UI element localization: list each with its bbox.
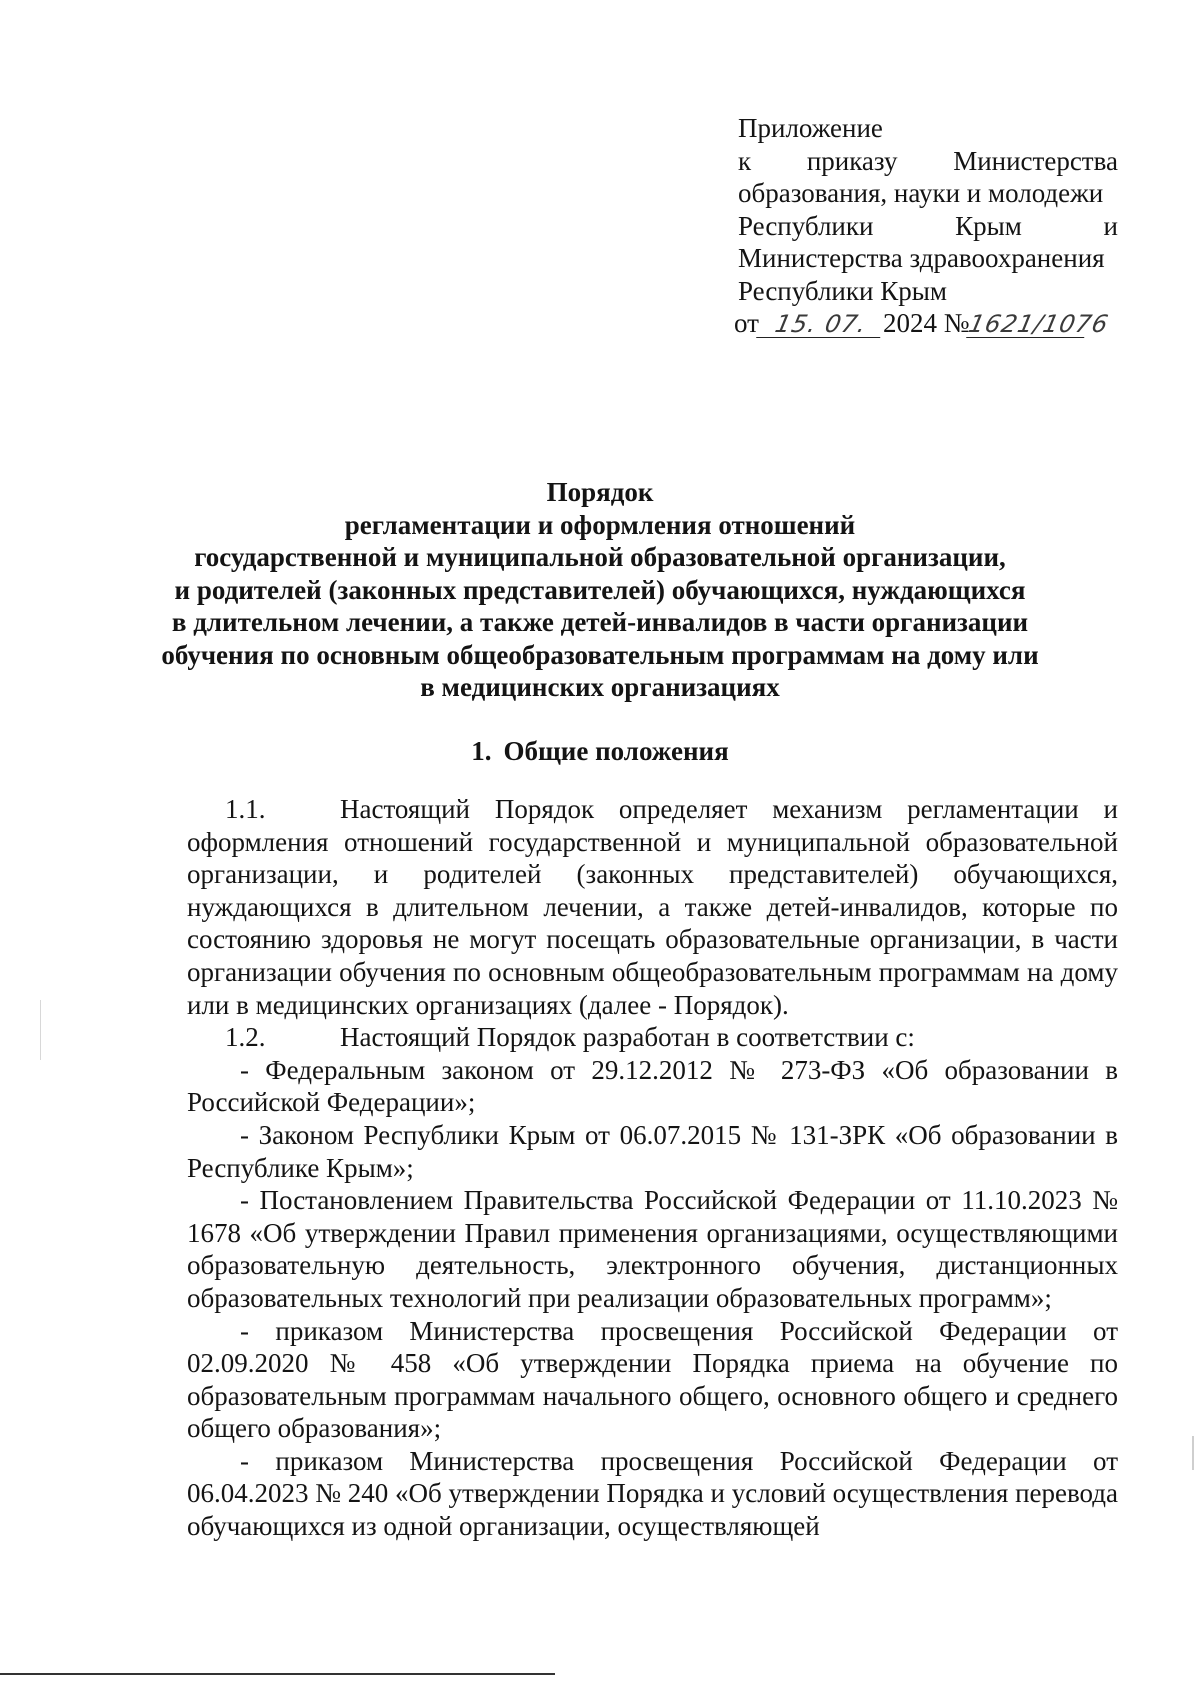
title-line-3: государственной и муниципальной образовательной организации, bbox=[194, 542, 1006, 572]
document-title bbox=[150, 476, 1050, 704]
section-heading bbox=[150, 735, 1050, 767]
order-date-number-line bbox=[734, 307, 1118, 340]
document-body bbox=[187, 793, 1118, 1543]
appendix-word: и bbox=[1103, 210, 1118, 241]
appendix-word: приказу bbox=[806, 145, 898, 176]
list-item: - приказом Министерства просвещения Российской Федерации от 06.04.2023 № 240 «Об утверждении Порядка и условий осуществления перевода обучающихся из одной организации, осуществляющей bbox=[187, 1445, 1118, 1542]
appendix-block bbox=[734, 112, 1118, 340]
paragraph-1-1 bbox=[187, 793, 1118, 1021]
appendix-line-2 bbox=[738, 145, 1118, 178]
appendix-line-3: образования, науки и молодежи bbox=[738, 178, 1104, 208]
paragraph-number: 1.1. bbox=[225, 794, 266, 824]
handwritten-date: 15. 07. bbox=[756, 311, 886, 338]
appendix-word: к bbox=[738, 145, 752, 176]
paragraph-number: 1.2. bbox=[225, 1022, 266, 1053]
appendix-line-6: Республики Крым bbox=[738, 275, 947, 306]
appendix-line-5: Министерства здравоохранения bbox=[738, 243, 1105, 273]
appendix-title: Приложение bbox=[738, 113, 883, 143]
appendix-word: Республики bbox=[738, 210, 874, 241]
paragraph-text: Настоящий Порядок разработан в соответствии с: bbox=[340, 1022, 915, 1053]
title-line-1: Порядок bbox=[546, 477, 654, 507]
list-item: - Законом Республики Крым от 06.07.2015 № 131-ЗРК «Об образовании в Республике Крым»; bbox=[187, 1119, 1118, 1183]
scan-artifact bbox=[1192, 1436, 1194, 1470]
section-title: Общие положения bbox=[503, 736, 729, 766]
bottom-rule bbox=[0, 1673, 555, 1675]
list-item: - Постановлением Правительства Российской Федерации от 11.10.2023 № 1678 «Об утверждении Правил применения организациями, осуществляющими образовательную деятельность, электронного обучения, дистанционных образовательных технологий при реализации образовательных программ»; bbox=[187, 1185, 1118, 1313]
appendix-word: Министерства bbox=[953, 145, 1118, 176]
title-line-6: обучения по основным общеобразовательным программам на дому или bbox=[161, 639, 1039, 670]
list-item: - приказом Министерства просвещения Российской Федерации от 02.09.2020 № 458 «Об утверждении Порядка приема на обучение по образовательным программам начального общего, основного общего и среднего общего образования»; bbox=[187, 1315, 1118, 1444]
appendix-word: Крым bbox=[955, 210, 1022, 241]
title-line-7: в медицинских организациях bbox=[420, 672, 780, 702]
paragraph-1-2 bbox=[187, 1021, 1118, 1054]
section-number: 1. bbox=[471, 736, 492, 766]
list-item: - Федеральным законом от 29.12.2012 № 273-ФЗ «Об образовании в Российской Федерации»; bbox=[187, 1054, 1118, 1118]
title-line-4: и родителей (законных представителей) обучающихся, нуждающихся bbox=[174, 574, 1026, 605]
date-prefix: от bbox=[734, 308, 759, 338]
title-line-2: регламентации и оформления отношений bbox=[344, 509, 856, 540]
handwritten-order-number: 1621/1076 bbox=[966, 310, 1112, 338]
scan-artifact bbox=[40, 1000, 41, 1060]
title-line-5: в длительном лечении, а также детей-инвалидов в части организации bbox=[171, 607, 1029, 637]
year-and-number-label: 2024 № bbox=[882, 308, 970, 338]
appendix-line-4 bbox=[738, 210, 1118, 243]
paragraph-text: Настоящий Порядок определяет механизм регламентации и оформления отношений государственной и муниципальной образовательной организации, и родителей (законных представителей) обучающихся, нуждающихся в длительном лечении, а также детей-инвалидов, которые по состоянию здоровья не могут посещать образовательные организации, в части организации обучения по основным общеобразовательным программам на дому или в медицинских организациях (далее - Порядок). bbox=[187, 794, 1118, 1020]
